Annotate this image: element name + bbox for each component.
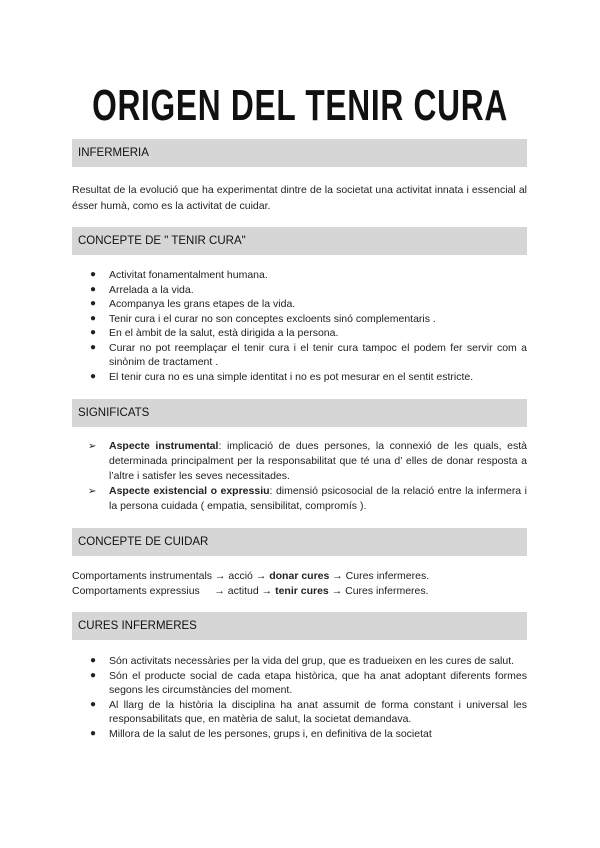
list-item: ● Curar no pot reemplaçar el tenir cura i el tenir cura tampoc el podem fer servir com a sinònim de tractament . <box>90 341 527 368</box>
list-item: ➢ Aspecte existencial o expressiu: dimensió psicosocial de la relació entre la infermera i la persona cuidada ( empatia, sensibilitat, compromís ). <box>88 485 527 512</box>
bullet-icon: ● <box>90 283 97 295</box>
bullet-icon: ● <box>90 341 97 353</box>
bullet-icon: ● <box>90 655 97 666</box>
list-item: ● Arrelada a la vida. <box>90 283 194 296</box>
list-item: ● Acompanya les grans etapes de la vida. <box>90 298 296 310</box>
bullet-icon: ● <box>90 327 97 338</box>
bullet-icon: ● <box>90 312 97 324</box>
bullet-icon: ● <box>90 669 97 681</box>
section-heading-concepte-tenir-cura: CONCEPTE DE " TENIR CURA" <box>72 227 527 255</box>
infermeria-paragraph: Resultat de la evolució que ha experimentat dintre de la societat una activitat innata i essencial al ésser humà, como es la activitat de cuidar. <box>72 184 527 212</box>
arrow-bullet-icon: ➢ <box>88 441 97 452</box>
bullet-icon: ● <box>90 269 97 280</box>
page-title: ORIGEN DEL TENIR CURA <box>92 81 508 130</box>
term: Aspecte instrumental <box>109 440 219 452</box>
list-item: ● Activitat fonamentalment humana. <box>90 269 268 281</box>
bullet-icon: ● <box>90 298 97 309</box>
cuidar-line-expressius: Comportaments expressius → actitud → tenir cures → Cures infermeres. <box>72 585 429 597</box>
section-heading-significats: SIGNIFICATS <box>72 399 527 427</box>
list-item: ➢ Aspecte instrumental: implicació de dues persones, la connexió de les quals, està determinada principalment per la responsabilitat que té una d’ elles de donar resposta a l’altre i satisfer les seves necessitades. <box>88 440 528 482</box>
term: Aspecte existencial o expressiu <box>109 485 270 497</box>
bullet-icon: ● <box>90 370 97 382</box>
list-item: ● Al llarg de la història la disciplina ha anat assumit de forma constant i universal les responsabilitats que, en matèria de salut, la societat demandava. <box>90 698 527 725</box>
list-item: ● Són activitats necessàries per la vida del grup, que es tradueixen en les cures de salut. <box>90 655 515 667</box>
cures-infermeres-list <box>72 654 527 741</box>
arrow-bullet-icon: ➢ <box>88 486 97 497</box>
section-heading-infermeria: INFERMERIA <box>72 139 527 167</box>
section-heading-concepte-cuidar: CONCEPTE DE CUIDAR <box>72 528 527 556</box>
cuidar-line-instrumental: Comportaments instrumentals → acció → donar cures → Cures infermeres. <box>72 570 430 582</box>
significats-list <box>72 439 527 514</box>
list-item: ● Millora de la salut de les persones, grups i, en definitiva de la societat <box>90 727 432 740</box>
list-item: ● En el àmbit de la salut, està dirigida a la persona. <box>90 327 339 339</box>
tenir-cura-list <box>72 268 527 384</box>
bullet-icon: ● <box>90 727 97 739</box>
list-item: ● El tenir cura no es una simple identitat i no es pot mesurar en el sentit estricte. <box>90 370 474 383</box>
list-item: ● Tenir cura i el curar no son conceptes excloents sinó complementaris . <box>90 312 436 325</box>
list-item: ● Són el producte social de cada etapa històrica, que ha anat adoptant diferents formes segons les circumstàncies del moment. <box>90 669 527 696</box>
section-heading-cures-infermeres: CURES INFERMERES <box>72 612 527 640</box>
bullet-icon: ● <box>90 698 97 710</box>
